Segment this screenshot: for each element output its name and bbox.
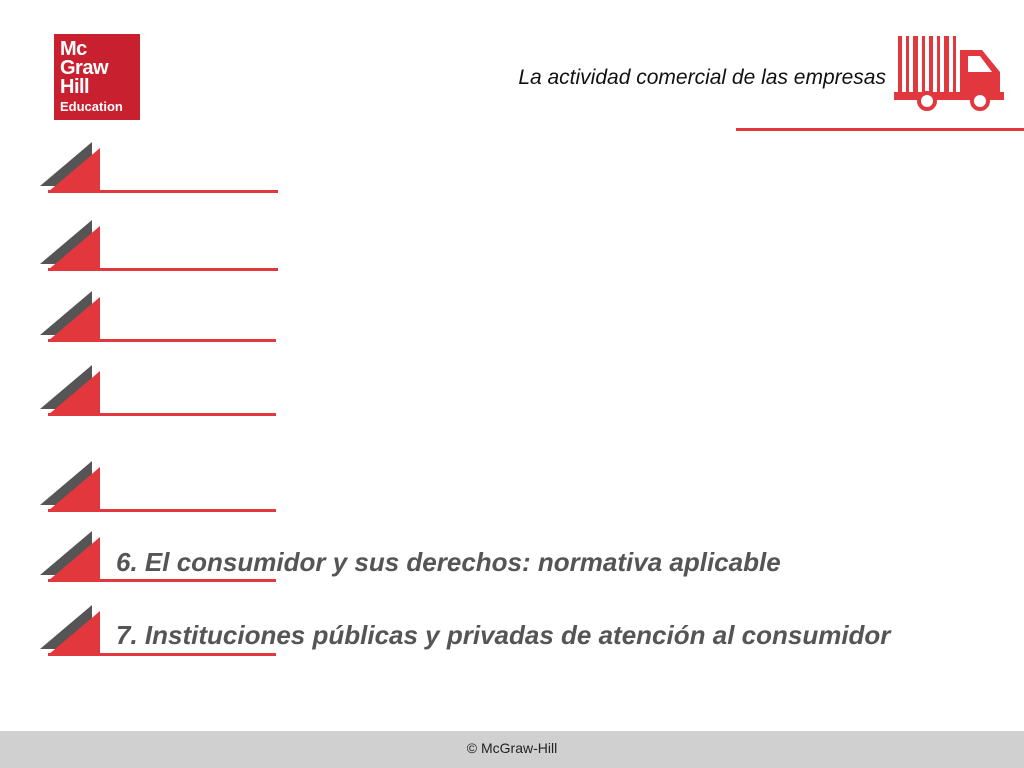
- bullet-5: [36, 457, 280, 517]
- bullet-1: [36, 138, 280, 198]
- bullet-3: [36, 287, 280, 347]
- logo-line-2: Graw: [60, 57, 109, 79]
- footer-bar: [0, 731, 1024, 768]
- bullet-4: [36, 361, 280, 421]
- header-title: La actividad comercial de las empresas: [518, 66, 886, 89]
- truck-icon: [894, 34, 1006, 114]
- header-divider: [736, 128, 1024, 131]
- item-6-text: 6. El consumidor y sus derechos: normativa aplicable: [116, 547, 781, 577]
- logo-line-3: Hill: [60, 76, 90, 98]
- logo-line-1: Mc: [60, 38, 87, 60]
- mcgraw-hill-logo: [54, 34, 140, 120]
- item-7-text: 7. Instituciones públicas y privadas de atención al consumidor: [116, 620, 891, 650]
- footer-copyright: © McGraw-Hill: [466, 740, 558, 756]
- logo-line-4: Education: [60, 99, 123, 114]
- bullet-2: [36, 216, 280, 276]
